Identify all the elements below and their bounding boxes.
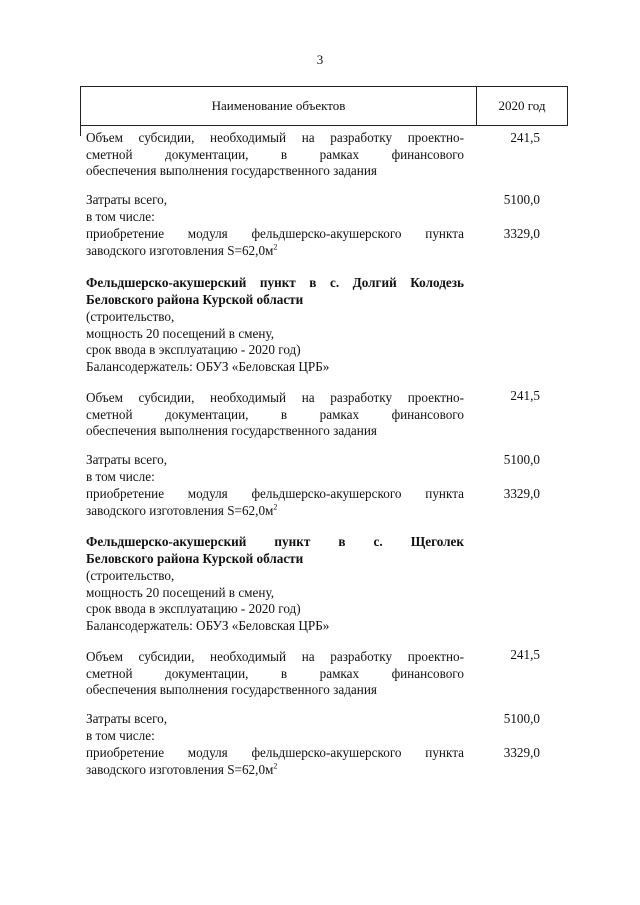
text-line: (строительство, xyxy=(86,309,175,324)
text-line: приобретение модуля фельдшерско-акушерского пункта xyxy=(86,226,464,241)
subsidy-value: 241,5 xyxy=(510,388,540,403)
facility-title xyxy=(86,534,464,567)
purchase-value: 3329,0 xyxy=(503,486,540,501)
superscript: 2 xyxy=(273,242,278,252)
total-text xyxy=(86,711,464,744)
text-line: в том числе: xyxy=(86,208,155,224)
total-value: 5100,0 xyxy=(503,711,540,726)
text-line: Беловского района Курской области xyxy=(86,550,304,566)
text-line: в том числе: xyxy=(86,727,155,743)
subsidy-text xyxy=(86,649,464,699)
table-header xyxy=(80,86,568,126)
text-line xyxy=(86,503,464,520)
text-line-content: заводского изготовления S=62,0м xyxy=(86,242,274,258)
total-value: 5100,0 xyxy=(503,192,540,207)
subsidy-text xyxy=(86,390,464,440)
text-line: обеспечения выполнения государственного задания xyxy=(86,163,377,178)
text-line: Затраты всего, xyxy=(86,192,168,207)
text-line: Фельдшерско-акушерский пункт в с. Щеголек xyxy=(86,534,464,549)
facility-title xyxy=(86,275,464,308)
text-line: срок ввода в эксплуатацию - 2020 год) xyxy=(86,601,301,616)
text-line: сметной документации, в рамках финансового xyxy=(86,146,464,162)
purchase-text xyxy=(86,745,464,778)
text-line-content: заводского изготовления S=62,0м xyxy=(86,761,274,777)
text-line: Беловского района Курской области xyxy=(86,291,304,307)
total-value: 5100,0 xyxy=(503,452,540,467)
text-line: сметной документации, в рамках финансового xyxy=(86,665,464,681)
column-header-name: Наименование объектов xyxy=(81,87,477,125)
facility-details xyxy=(86,568,464,634)
purchase-text xyxy=(86,226,464,259)
superscript: 2 xyxy=(273,502,278,512)
text-line: приобретение модуля фельдшерско-акушерского пункта xyxy=(86,745,464,760)
purchase-value: 3329,0 xyxy=(503,745,540,760)
text-line: в том числе: xyxy=(86,468,155,484)
purchase-text xyxy=(86,486,464,519)
text-line: обеспечения выполнения государственного задания xyxy=(86,423,377,438)
text-line: Затраты всего, xyxy=(86,711,168,726)
text-line: обеспечения выполнения государственного задания xyxy=(86,682,377,697)
text-line xyxy=(86,762,464,779)
text-line: (строительство, xyxy=(86,568,175,583)
superscript: 2 xyxy=(273,761,278,771)
text-line: срок ввода в эксплуатацию - 2020 год) xyxy=(86,342,301,357)
subsidy-value: 241,5 xyxy=(510,647,540,662)
text-line: Объем субсидии, необходимый на разработку проектно- xyxy=(86,130,464,145)
subsidy-text xyxy=(86,130,464,180)
text-line: Объем субсидии, необходимый на разработку проектно- xyxy=(86,649,464,664)
text-line-content: заводского изготовления S=62,0м xyxy=(86,502,274,518)
facility-details xyxy=(86,309,464,375)
purchase-value: 3329,0 xyxy=(503,226,540,241)
total-text xyxy=(86,452,464,485)
text-line: Балансодержатель: ОБУЗ «Беловская ЦРБ» xyxy=(86,358,330,374)
text-line: Балансодержатель: ОБУЗ «Беловская ЦРБ» xyxy=(86,617,330,633)
text-line: Затраты всего, xyxy=(86,452,168,467)
column-header-year: 2020 год xyxy=(498,98,546,113)
text-line xyxy=(86,243,464,260)
table-left-border xyxy=(80,126,81,136)
text-line: Объем субсидии, необходимый на разработку проектно- xyxy=(86,390,464,405)
text-line: сметной документации, в рамках финансового xyxy=(86,406,464,422)
text-line: мощность 20 посещений в смену, xyxy=(86,584,275,600)
text-line: мощность 20 посещений в смену, xyxy=(86,325,275,341)
total-text xyxy=(86,192,464,225)
text-line: Фельдшерско-акушерский пункт в с. Долгий Колодезь xyxy=(86,275,464,290)
subsidy-value: 241,5 xyxy=(510,130,540,145)
text-line: приобретение модуля фельдшерско-акушерского пункта xyxy=(86,486,464,501)
page-number: 3 xyxy=(316,52,324,67)
